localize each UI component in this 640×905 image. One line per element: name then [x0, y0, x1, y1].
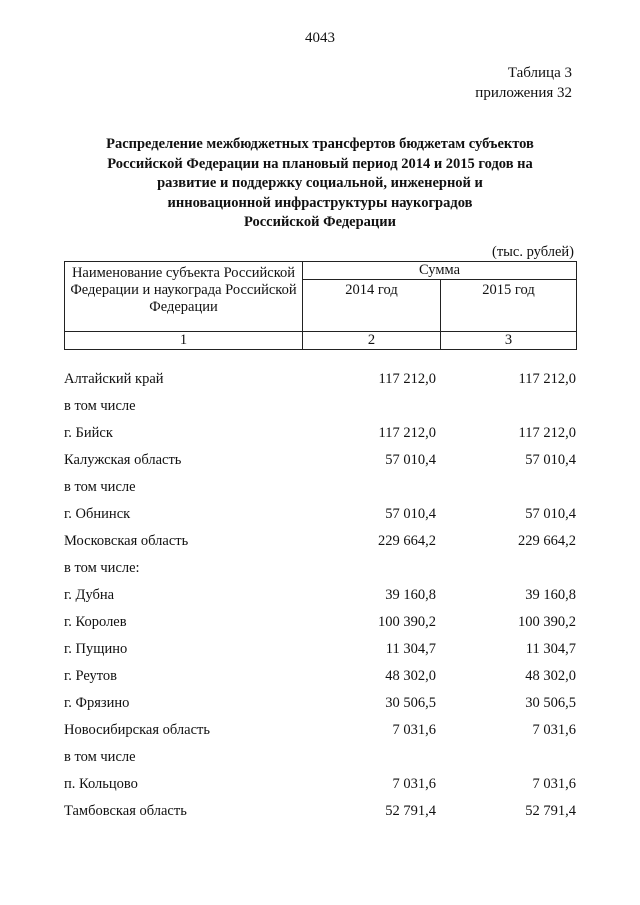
title-line5: Российской Федерации — [243, 214, 396, 230]
title-line3: развитие и поддержку социальной, инженерной и — [157, 175, 483, 191]
row-name: Московская область — [64, 533, 189, 549]
row-name: г. Пущино — [64, 641, 128, 657]
row-value-2015: 48 302,0 — [525, 668, 576, 684]
row-value-2014: 117 212,0 — [378, 371, 436, 387]
table-row — [64, 771, 576, 798]
table-row — [64, 447, 576, 474]
row-value-2014: 39 160,8 — [385, 587, 436, 603]
row-name: г. Бийск — [64, 425, 113, 441]
row-name: Алтайский край — [64, 371, 164, 387]
row-value-2014: 52 791,4 — [385, 803, 436, 819]
table-row — [64, 744, 576, 771]
table-row — [64, 582, 576, 609]
table-label — [475, 63, 572, 103]
row-value-2015: 7 031,6 — [532, 722, 576, 738]
header-year-2015: 2015 год — [441, 280, 577, 332]
row-value-2015: 100 390,2 — [518, 614, 576, 630]
table-label-line1: Таблица 3 — [507, 65, 572, 81]
row-value-2014: 11 304,7 — [385, 641, 436, 657]
row-value-2015: 57 010,4 — [525, 506, 576, 522]
row-name: Новосибирская область — [64, 722, 210, 738]
row-name: г. Королев — [64, 614, 127, 630]
table-row — [64, 690, 576, 717]
table-row — [64, 636, 576, 663]
header-col-number-3: 3 — [441, 332, 577, 350]
row-name: г. Реутов — [64, 668, 118, 684]
row-name: в том числе — [64, 479, 136, 495]
row-value-2015: 52 791,4 — [525, 803, 576, 819]
table-row — [64, 798, 576, 825]
header-year-2014: 2014 год — [303, 280, 441, 332]
row-value-2015: 117 212,0 — [518, 425, 576, 441]
row-value-2015: 30 506,5 — [525, 695, 576, 711]
row-value-2014: 57 010,4 — [385, 452, 436, 468]
table-row — [64, 717, 576, 744]
row-value-2015: 229 664,2 — [518, 533, 576, 549]
row-name: Тамбовская область — [64, 803, 187, 819]
row-name: в том числе: — [64, 560, 140, 576]
row-name: Калужская область — [64, 452, 182, 468]
document-title — [60, 135, 580, 233]
row-name: г. Дубна — [64, 587, 115, 603]
row-value-2015: 11 304,7 — [525, 641, 576, 657]
row-value-2014: 30 506,5 — [385, 695, 436, 711]
row-name: в том числе — [64, 398, 136, 414]
row-value-2014: 7 031,6 — [392, 776, 436, 792]
table-row — [64, 393, 576, 420]
units-label: (тыс. рублей) — [492, 244, 574, 260]
row-value-2015: 57 010,4 — [525, 452, 576, 468]
row-value-2014: 100 390,2 — [378, 614, 436, 630]
row-value-2014: 117 212,0 — [378, 425, 436, 441]
row-name: г. Фрязино — [64, 695, 130, 711]
row-value-2015: 117 212,0 — [518, 371, 576, 387]
row-value-2015: 39 160,8 — [525, 587, 576, 603]
header-sum: Сумма — [303, 262, 577, 280]
row-value-2014: 229 664,2 — [378, 533, 436, 549]
table-row — [64, 528, 576, 555]
row-name: п. Кольцово — [64, 776, 138, 792]
table-row — [64, 609, 576, 636]
page-number: 4043 — [305, 30, 335, 46]
table-row — [64, 474, 576, 501]
table-header — [64, 261, 577, 350]
table-row — [64, 663, 576, 690]
table-row — [64, 420, 576, 447]
title-line4: инновационной инфраструктуры наукоградов — [167, 194, 473, 211]
row-name: г. Обнинск — [64, 506, 131, 522]
header-col-number-2: 2 — [303, 332, 441, 350]
row-value-2015: 7 031,6 — [532, 776, 576, 792]
table-row — [64, 501, 576, 528]
title-line1: Распределение межбюджетных трансфертов бюджетам субъектов — [106, 136, 534, 152]
header-col-number-1: 1 — [65, 332, 303, 350]
table-body — [64, 366, 576, 825]
row-value-2014: 48 302,0 — [385, 668, 436, 684]
row-value-2014: 57 010,4 — [385, 506, 436, 522]
row-value-2014: 7 031,6 — [392, 722, 436, 738]
table-row — [64, 555, 576, 582]
table-row — [64, 366, 576, 393]
table-label-line2: приложения 32 — [475, 85, 572, 101]
row-name: в том числе — [64, 749, 136, 765]
header-name-column: Наименование субъекта Российской Федерации и наукограда Российской Федерации — [65, 262, 303, 332]
title-line2: Российской Федерации на плановый период 2014 и 2015 годов на — [107, 155, 533, 172]
